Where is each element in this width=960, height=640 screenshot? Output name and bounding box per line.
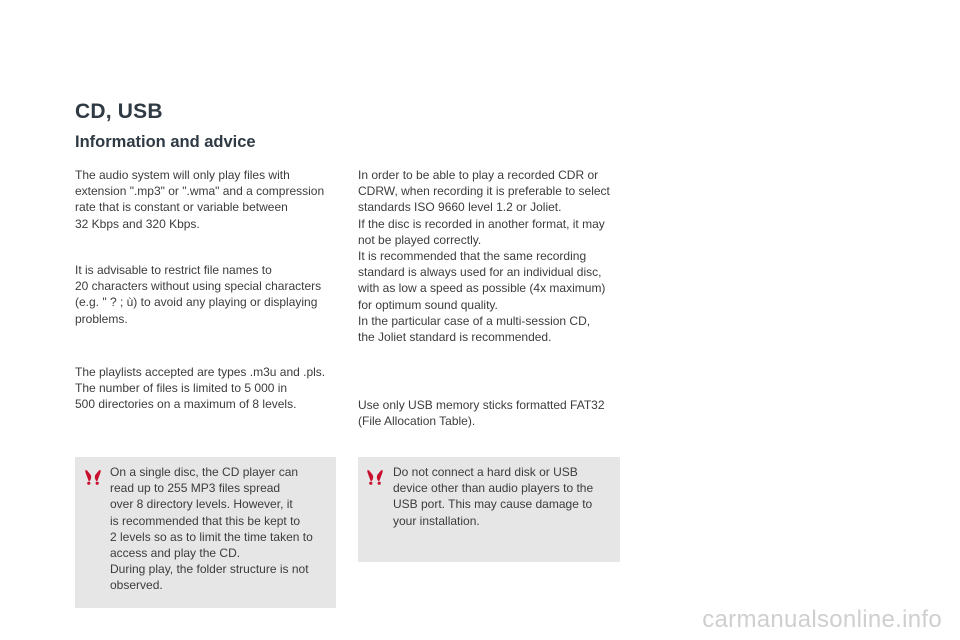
note-box-usb [358, 457, 620, 562]
warning-exclamation-icon [84, 469, 102, 485]
right-paragraph-recording: In order to be able to play a recorded CDR or CDRW, when recording it is preferable to select standards ISO 9660 level 1.2 or Joliet. If the disc is recorded in another format, it may not be played correctly. It is recommended that the same recording standard is always used for an individual disc, with as low a speed as possible (4x maximum) for optimum sound quality. In the particular case of a multi-session CD, the Joliet standard is recommended. [358, 168, 610, 345]
watermark: carmanualsonline.info [702, 606, 942, 633]
note-text-usb: Do not connect a hard disk or USB device other than audio players to the USB port. This may cause damage to your installation. [393, 465, 594, 528]
page-title: CD, USB [75, 100, 163, 123]
left-paragraph-filenames: It is advisable to restrict file names to 20 characters without using special characters (e.g. " ? ; ù) to avoid any playing or displaying problems. [75, 263, 322, 326]
right-paragraph-usb: Use only USB memory sticks formatted FAT32 (File Allocation Table). [358, 398, 605, 429]
left-paragraph-playlists: The playlists accepted are types .m3u and .pls. The number of files is limited to 5 000 in 500 directories on a maximum of 8 levels. [75, 365, 326, 412]
left-paragraph-formats: The audio system will only play files with extension ".mp3" or ".wma" and a compression rate that is constant or variable between 32 Kbps and 320 Kbps. [75, 168, 325, 231]
warning-exclamation-icon [366, 469, 384, 485]
note-box-cd-player [75, 457, 336, 608]
note-text-cd-player: On a single disc, the CD player can read up to 255 MP3 files spread over 8 directory levels. However, it is recommended that this be kept to 2 levels so as to limit the time taken to access and play the CD. During play, the folder structure is not observed. [110, 465, 313, 593]
section-subtitle: Information and advice [75, 133, 256, 151]
